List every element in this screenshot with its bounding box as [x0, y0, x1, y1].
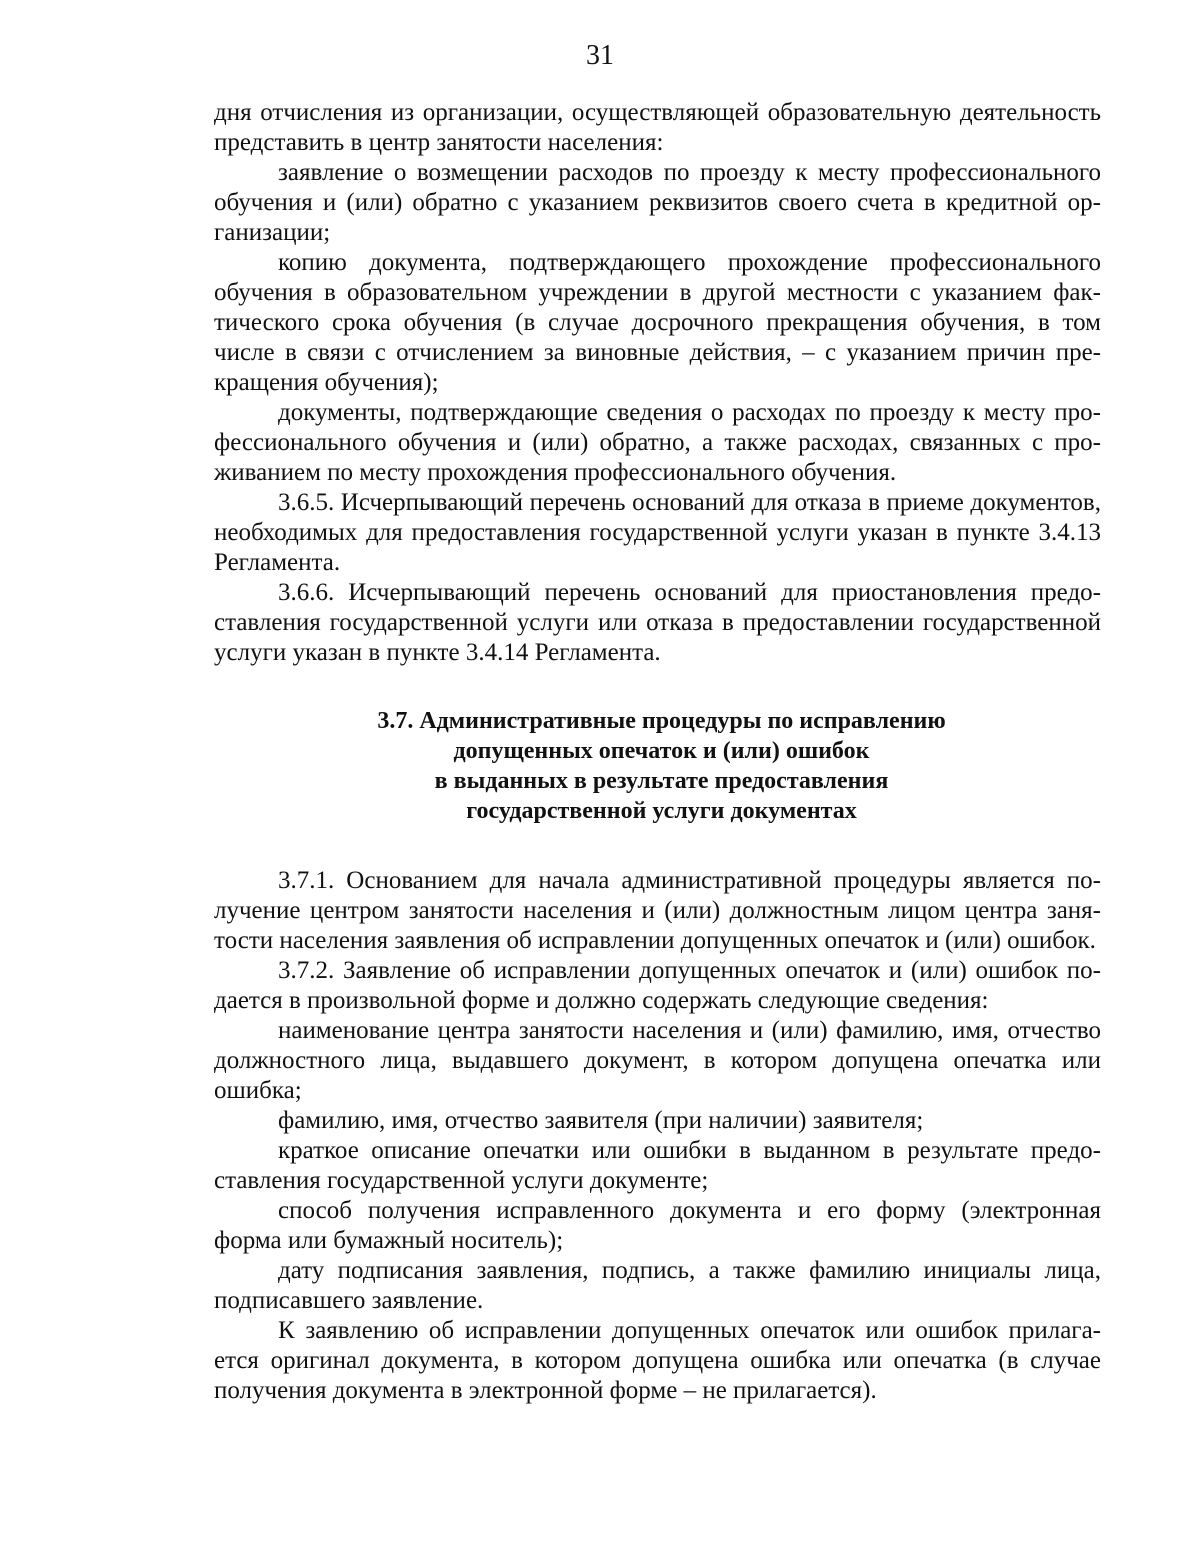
paragraph: дня отчисления из организации, осуществляющей образовательную деятельность представить в центр занятости населения: [214, 99, 1101, 156]
section-heading-3-7 [214, 706, 1101, 826]
heading-line: допущенных опечаток и (или) ошибок [453, 738, 870, 764]
page-number: 31 [586, 40, 614, 71]
list-item: фамилию, имя, отчество заявителя (при наличии) заявителя; [278, 1107, 924, 1134]
paragraph-3-7-2: 3.7.2. Заявление об исправлении допущенных опечаток и (или) ошибок подается в произвольной форме и должно содержать следующие сведения: [214, 957, 1101, 1014]
section-3-7 [214, 866, 1101, 1406]
heading-line: в выданных в результате предоставления [434, 768, 889, 794]
paragraph: К заявлению об исправлении допущенных опечаток или ошибок прилагается оригинал документа, в котором допущена ошибка или опечатка (в случае получения документа в электронной форме – не прилагается). [214, 1317, 1101, 1404]
paragraph-3-7-1: 3.7.1. Основанием для начала административной процедуры является получение центром занятости населения и (или) должностным лицом центра занятости населения заявления об исправлении допущенных опечаток и (или) ошибок. [214, 867, 1101, 954]
paragraph-3-6-5: 3.6.5. Исчерпывающий перечень оснований для отказа в приеме документов, необходимых для предоставления государственной услуги указан в пункте 3.4.13 Регламента. [214, 489, 1101, 576]
list-item: наименование центра занятости населения и (или) фамилию, имя, отчество должностного лица, выдавшего документ, в котором допущена опечатка или ошибка; [214, 1017, 1101, 1104]
list-item: способ получения исправленного документа и его форму (электронная форма или бумажный носитель); [214, 1197, 1101, 1254]
heading-line: государственной услуги документах [466, 798, 857, 824]
paragraph: заявление о возмещении расходов по проезду к месту профессионального обучения и (или) обратно с указанием реквизитов своего счета в кредитной организации; [214, 159, 1101, 246]
list-item: дату подписания заявления, подпись, а также фамилию инициалы лица, подписавшего заявление. [214, 1257, 1101, 1314]
paragraph-3-6-6: 3.6.6. Исчерпывающий перечень оснований для приостановления предоставления государственной услуги или отказа в предоставлении государственной услуги указан в пункте 3.4.14 Регламента. [214, 579, 1101, 666]
document-body [214, 98, 1101, 1406]
paragraph: документы, подтверждающие сведения о расходах по проезду к месту профессионального обучения и (или) обратно, а также расходах, связанных с проживанием по месту прохождения профессионального обучения. [214, 399, 1101, 486]
heading-line: 3.7. Административные процедуры по исправлению [377, 708, 946, 734]
paragraph: копию документа, подтверждающего прохождение профессионального обучения в образовательном учреждении в другой местности с указанием фактического срока обучения (в случае досрочного прекращения обучения, в том числе в связи с отчислением за виновные действия, – с указанием причин прекращения обучения); [214, 249, 1101, 396]
list-item: краткое описание опечатки или ошибки в выданном в результате предоставления государственной услуги документе; [214, 1137, 1101, 1194]
section-3-6-continuation [214, 98, 1101, 668]
